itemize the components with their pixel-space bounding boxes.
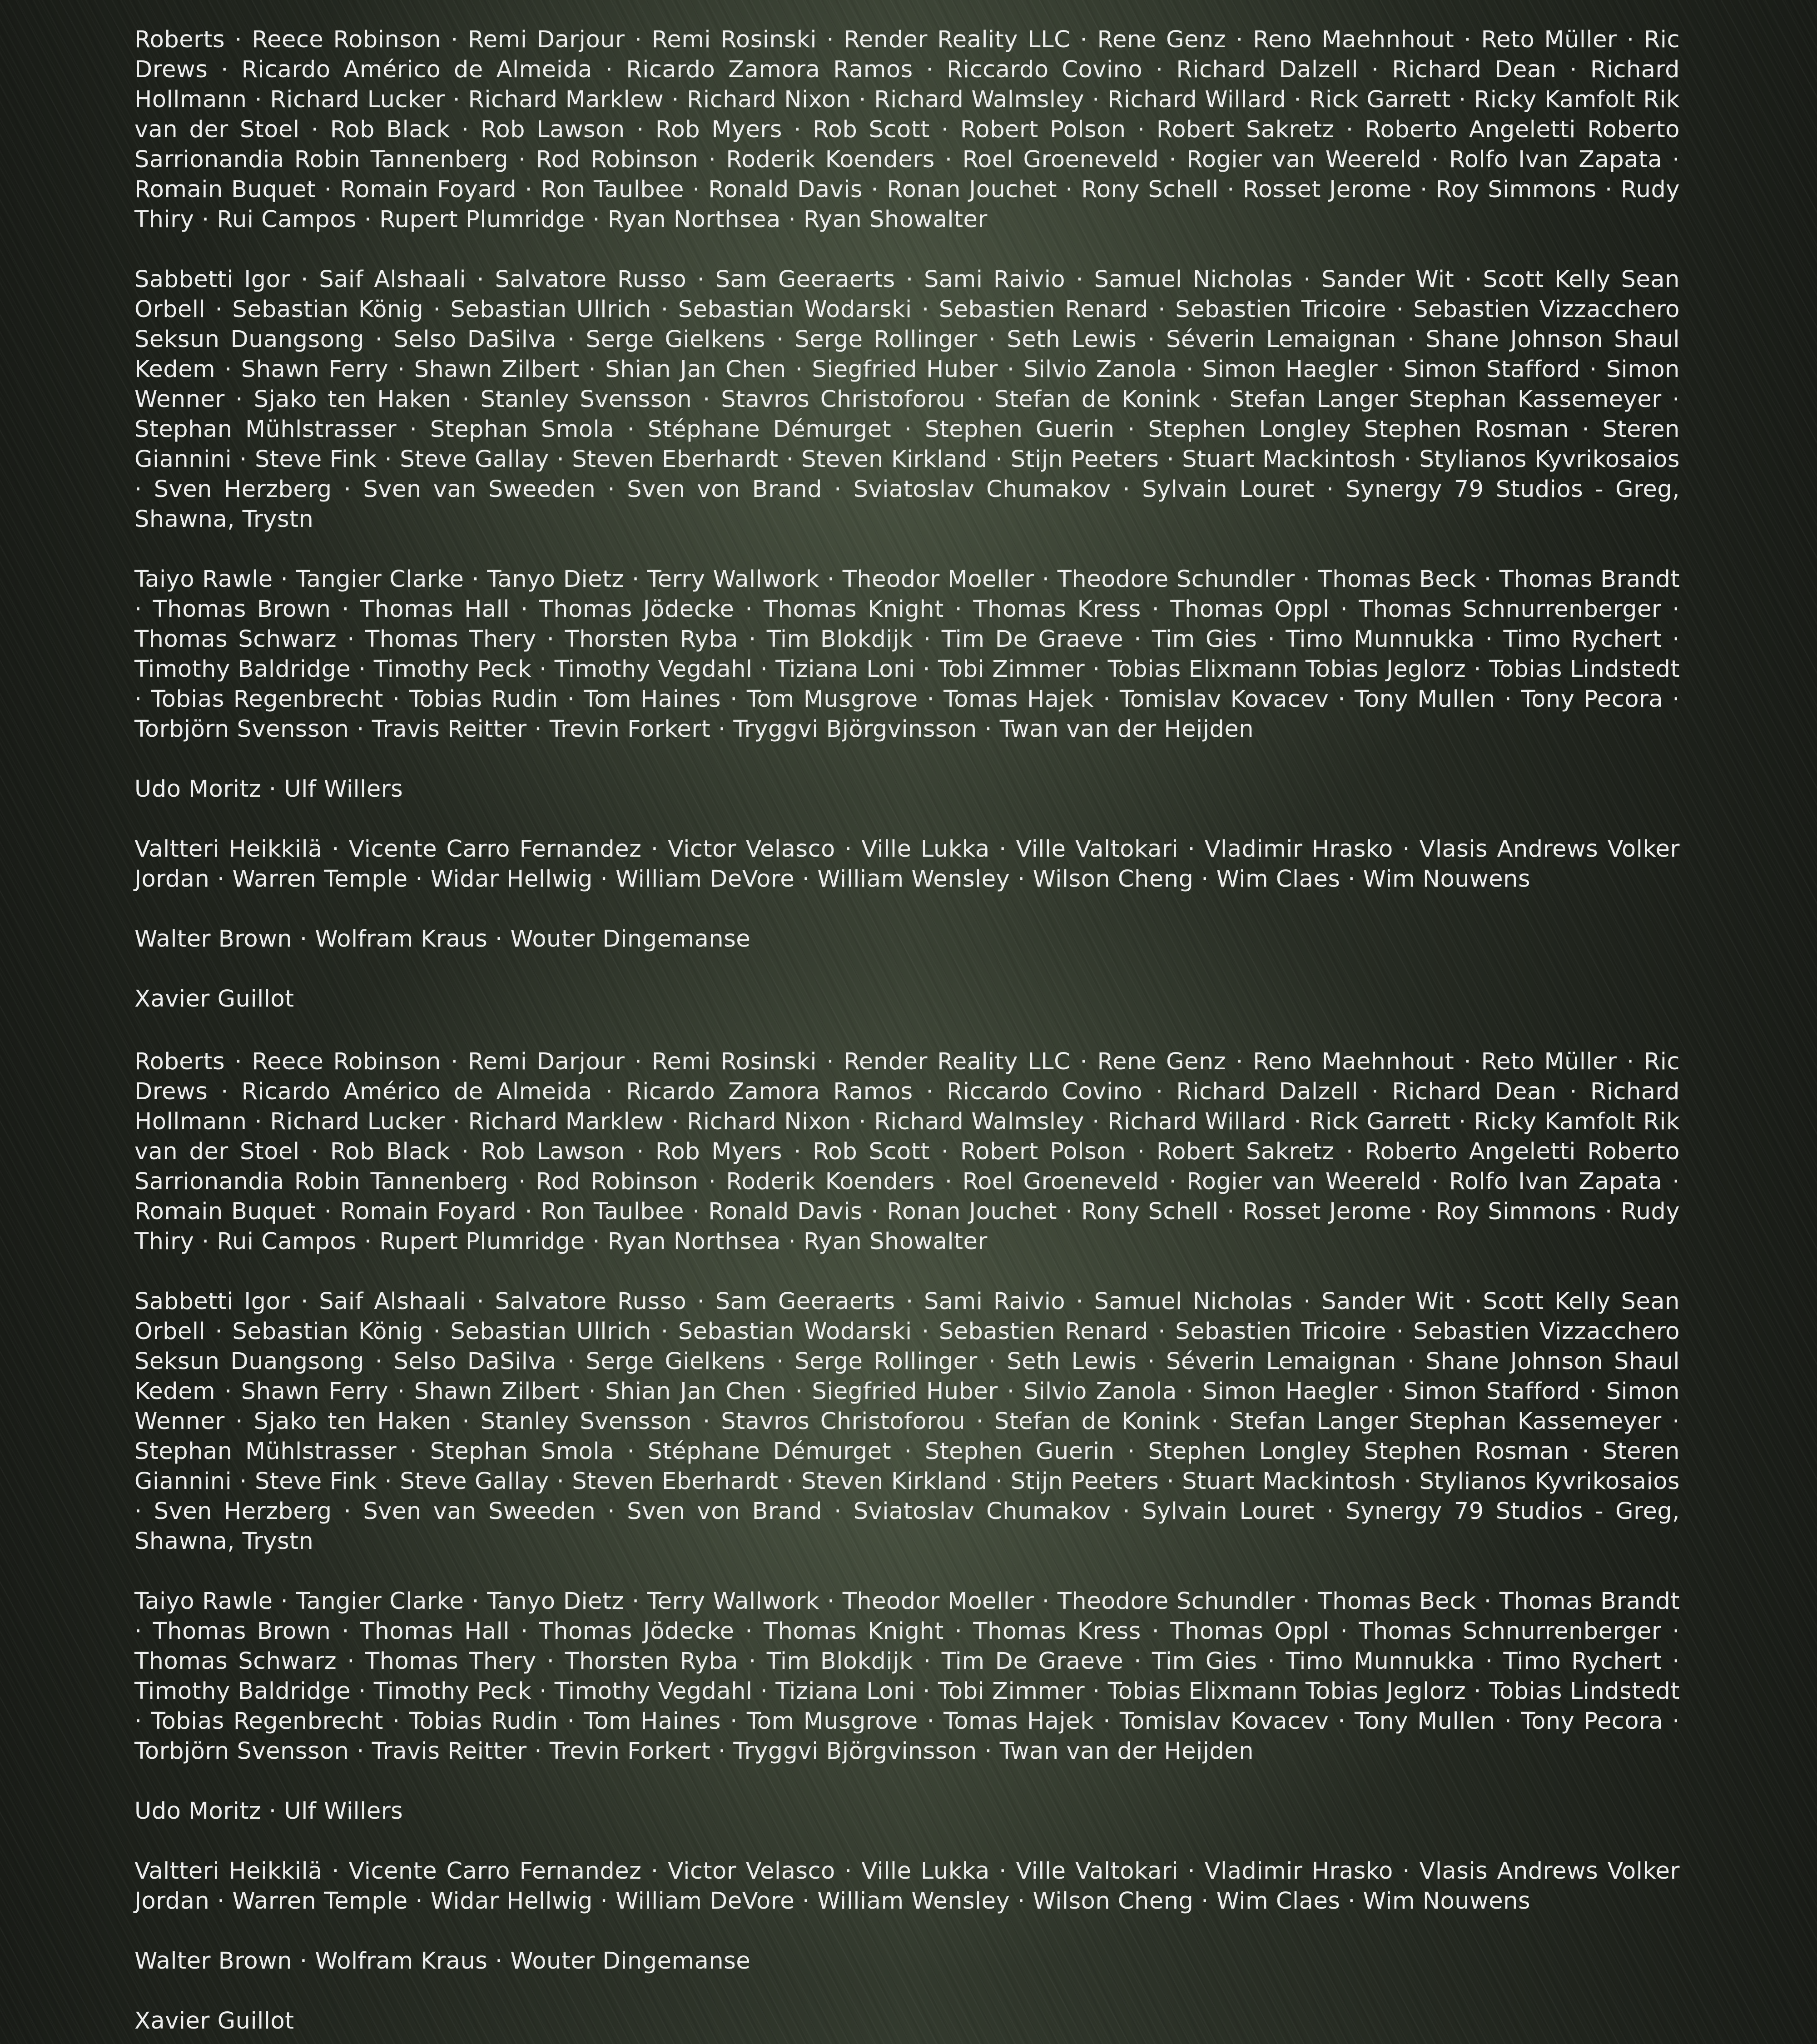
credits-group-t: Taiyo Rawle · Tangier Clarke · Tanyo Dietz · Terry Wallwork · Theodor Moeller · Theodore Schundler · Thomas Beck · Thomas Brandt · Thomas Brown · Thomas Hall · Thomas Jödecke · Thomas Knight · Thomas Kress · Thomas Oppl · Thomas Schnurrenberger · Thomas Schwarz · Thomas Thery · Thorsten Ryba · Tim Blokdijk · Tim De Graeve · Tim Gies · Timo Munnukka · Timo Rychert · Timothy Baldridge · Timothy Peck · Timothy Vegdahl · Tiziana Loni · Tobi Zimmer · Tobias Elixmann Tobias Jeglorz · Tobias Lindstedt · Tobias Regenbrecht · Tobias Rudin · Tom Haines · Tom Musgrove · Tomas Hajek · Tomislav Kovacev · Tony Mullen · Tony Pecora · Torbjörn Svensson · Travis Reitter · Trevin Forkert · Tryggvi Björgvinsson · Twan van der Heijden — [134, 566, 1680, 743]
credits-group-w: Walter Brown · Wolfram Kraus · Wouter Dingemanse — [134, 1948, 751, 1975]
credits-group-w: Walter Brown · Wolfram Kraus · Wouter Dingemanse — [134, 926, 751, 953]
credits-group-u: Udo Moritz · Ulf Willers — [134, 1798, 403, 1825]
credits-block-lower — [0, 1022, 1817, 2044]
credits-group-v: Valtteri Heikkilä · Vicente Carro Fernandez · Victor Velasco · Ville Lukka · Ville Valtokari · Vladimir Hrasko · Vlasis Andrews Volker Jordan · Warren Temple · Widar Hellwig · William DeVore · William Wensley · Wilson Cheng · Wim Claes · Wim Nouwens — [134, 1858, 1680, 1915]
credits-group-r: Roberts · Reece Robinson · Remi Darjour · Remi Rosinski · Render Reality LLC · Rene Genz · Reno Maehnhout · Reto Müller · Ric Drews · Ricardo Américo de Almeida · Ricardo Zamora Ramos · Riccardo Covino · Richard Dalzell · Richard Dean · Richard Hollmann · Richard Lucker · Richard Marklew · Richard Nixon · Richard Walmsley · Richard Willard · Rick Garrett · Ricky Kamfolt Rik van der Stoel · Rob Black · Rob Lawson · Rob Myers · Rob Scott · Robert Polson · Robert Sakretz · Roberto Angeletti Roberto Sarrionandia Robin Tannenberg · Rod Robinson · Roderik Koenders · Roel Groeneveld · Rogier van Weereld · Rolfo Ivan Zapata · Romain Buquet · Romain Foyard · Ron Taulbee · Ronald Davis · Ronan Jouchet · Rony Schell · Rosset Jerome · Roy Simmons · Rudy Thiry · Rui Campos · Rupert Plumridge · Ryan Northsea · Ryan Showalter — [134, 1048, 1680, 1255]
credits-group-x: Xavier Guillot — [134, 2008, 294, 2034]
credits-list — [134, 1047, 1680, 2036]
credits-group-s: Sabbetti Igor · Saif Alshaali · Salvatore Russo · Sam Geeraerts · Sami Raivio · Samuel Nicholas · Sander Wit · Scott Kelly Sean Orbell · Sebastian König · Sebastian Ullrich · Sebastian Wodarski · Sebastien Renard · Sebastien Tricoire · Sebastien Vizzacchero Seksun Duangsong · Selso DaSilva · Serge Gielkens · Serge Rollinger · Seth Lewis · Séverin Lemaignan · Shane Johnson Shaul Kedem · Shawn Ferry · Shawn Zilbert · Shian Jan Chen · Siegfried Huber · Silvio Zanola · Simon Haegler · Simon Stafford · Simon Wenner · Sjako ten Haken · Stanley Svensson · Stavros Christoforou · Stefan de Konink · Stefan Langer Stephan Kassemeyer · Stephan Mühlstrasser · Stephan Smola · Stéphane Démurget · Stephen Guerin · Stephen Longley Stephen Rosman · Steren Giannini · Steve Fink · Steve Gallay · Steven Eberhardt · Steven Kirkland · Stijn Peeters · Stuart Mackintosh · Stylianos Kyvrikosaios · Sven Herzberg · Sven van Sweeden · Sven von Brand · Sviatoslav Chumakov · Sylvain Louret · Synergy 79 Studios - Greg, Shawna, Trystn — [134, 266, 1680, 533]
credits-group-r: Roberts · Reece Robinson · Remi Darjour · Remi Rosinski · Render Reality LLC · Rene Genz · Reno Maehnhout · Reto Müller · Ric Drews · Ricardo Américo de Almeida · Ricardo Zamora Ramos · Riccardo Covino · Richard Dalzell · Richard Dean · Richard Hollmann · Richard Lucker · Richard Marklew · Richard Nixon · Richard Walmsley · Richard Willard · Rick Garrett · Ricky Kamfolt Rik van der Stoel · Rob Black · Rob Lawson · Rob Myers · Rob Scott · Robert Polson · Robert Sakretz · Roberto Angeletti Roberto Sarrionandia Robin Tannenberg · Rod Robinson · Roderik Koenders · Roel Groeneveld · Rogier van Weereld · Rolfo Ivan Zapata · Romain Buquet · Romain Foyard · Ron Taulbee · Ronald Davis · Ronan Jouchet · Rony Schell · Rosset Jerome · Roy Simmons · Rudy Thiry · Rui Campos · Rupert Plumridge · Ryan Northsea · Ryan Showalter — [134, 26, 1680, 233]
credits-group-s: Sabbetti Igor · Saif Alshaali · Salvatore Russo · Sam Geeraerts · Sami Raivio · Samuel Nicholas · Sander Wit · Scott Kelly Sean Orbell · Sebastian König · Sebastian Ullrich · Sebastian Wodarski · Sebastien Renard · Sebastien Tricoire · Sebastien Vizzacchero Seksun Duangsong · Selso DaSilva · Serge Gielkens · Serge Rollinger · Seth Lewis · Séverin Lemaignan · Shane Johnson Shaul Kedem · Shawn Ferry · Shawn Zilbert · Shian Jan Chen · Siegfried Huber · Silvio Zanola · Simon Haegler · Simon Stafford · Simon Wenner · Sjako ten Haken · Stanley Svensson · Stavros Christoforou · Stefan de Konink · Stefan Langer Stephan Kassemeyer · Stephan Mühlstrasser · Stephan Smola · Stéphane Démurget · Stephen Guerin · Stephen Longley Stephen Rosman · Steren Giannini · Steve Fink · Steve Gallay · Steven Eberhardt · Steven Kirkland · Stijn Peeters · Stuart Mackintosh · Stylianos Kyvrikosaios · Sven Herzberg · Sven van Sweeden · Sven von Brand · Sviatoslav Chumakov · Sylvain Louret · Synergy 79 Studios - Greg, Shawna, Trystn — [134, 1288, 1680, 1555]
credits-group-t: Taiyo Rawle · Tangier Clarke · Tanyo Dietz · Terry Wallwork · Theodor Moeller · Theodore Schundler · Thomas Beck · Thomas Brandt · Thomas Brown · Thomas Hall · Thomas Jödecke · Thomas Knight · Thomas Kress · Thomas Oppl · Thomas Schnurrenberger · Thomas Schwarz · Thomas Thery · Thorsten Ryba · Tim Blokdijk · Tim De Graeve · Tim Gies · Timo Munnukka · Timo Rychert · Timothy Baldridge · Timothy Peck · Timothy Vegdahl · Tiziana Loni · Tobi Zimmer · Tobias Elixmann Tobias Jeglorz · Tobias Lindstedt · Tobias Regenbrecht · Tobias Rudin · Tom Haines · Tom Musgrove · Tomas Hajek · Tomislav Kovacev · Tony Mullen · Tony Pecora · Torbjörn Svensson · Travis Reitter · Trevin Forkert · Tryggvi Björgvinsson · Twan van der Heijden — [134, 1588, 1680, 1765]
credits-list — [134, 25, 1680, 1014]
credits-group-u: Udo Moritz · Ulf Willers — [134, 776, 403, 803]
credits-group-v: Valtteri Heikkilä · Vicente Carro Fernandez · Victor Velasco · Ville Lukka · Ville Valtokari · Vladimir Hrasko · Vlasis Andrews Volker Jordan · Warren Temple · Widar Hellwig · William DeVore · William Wensley · Wilson Cheng · Wim Claes · Wim Nouwens — [134, 836, 1680, 893]
credits-group-x: Xavier Guillot — [134, 986, 294, 1012]
